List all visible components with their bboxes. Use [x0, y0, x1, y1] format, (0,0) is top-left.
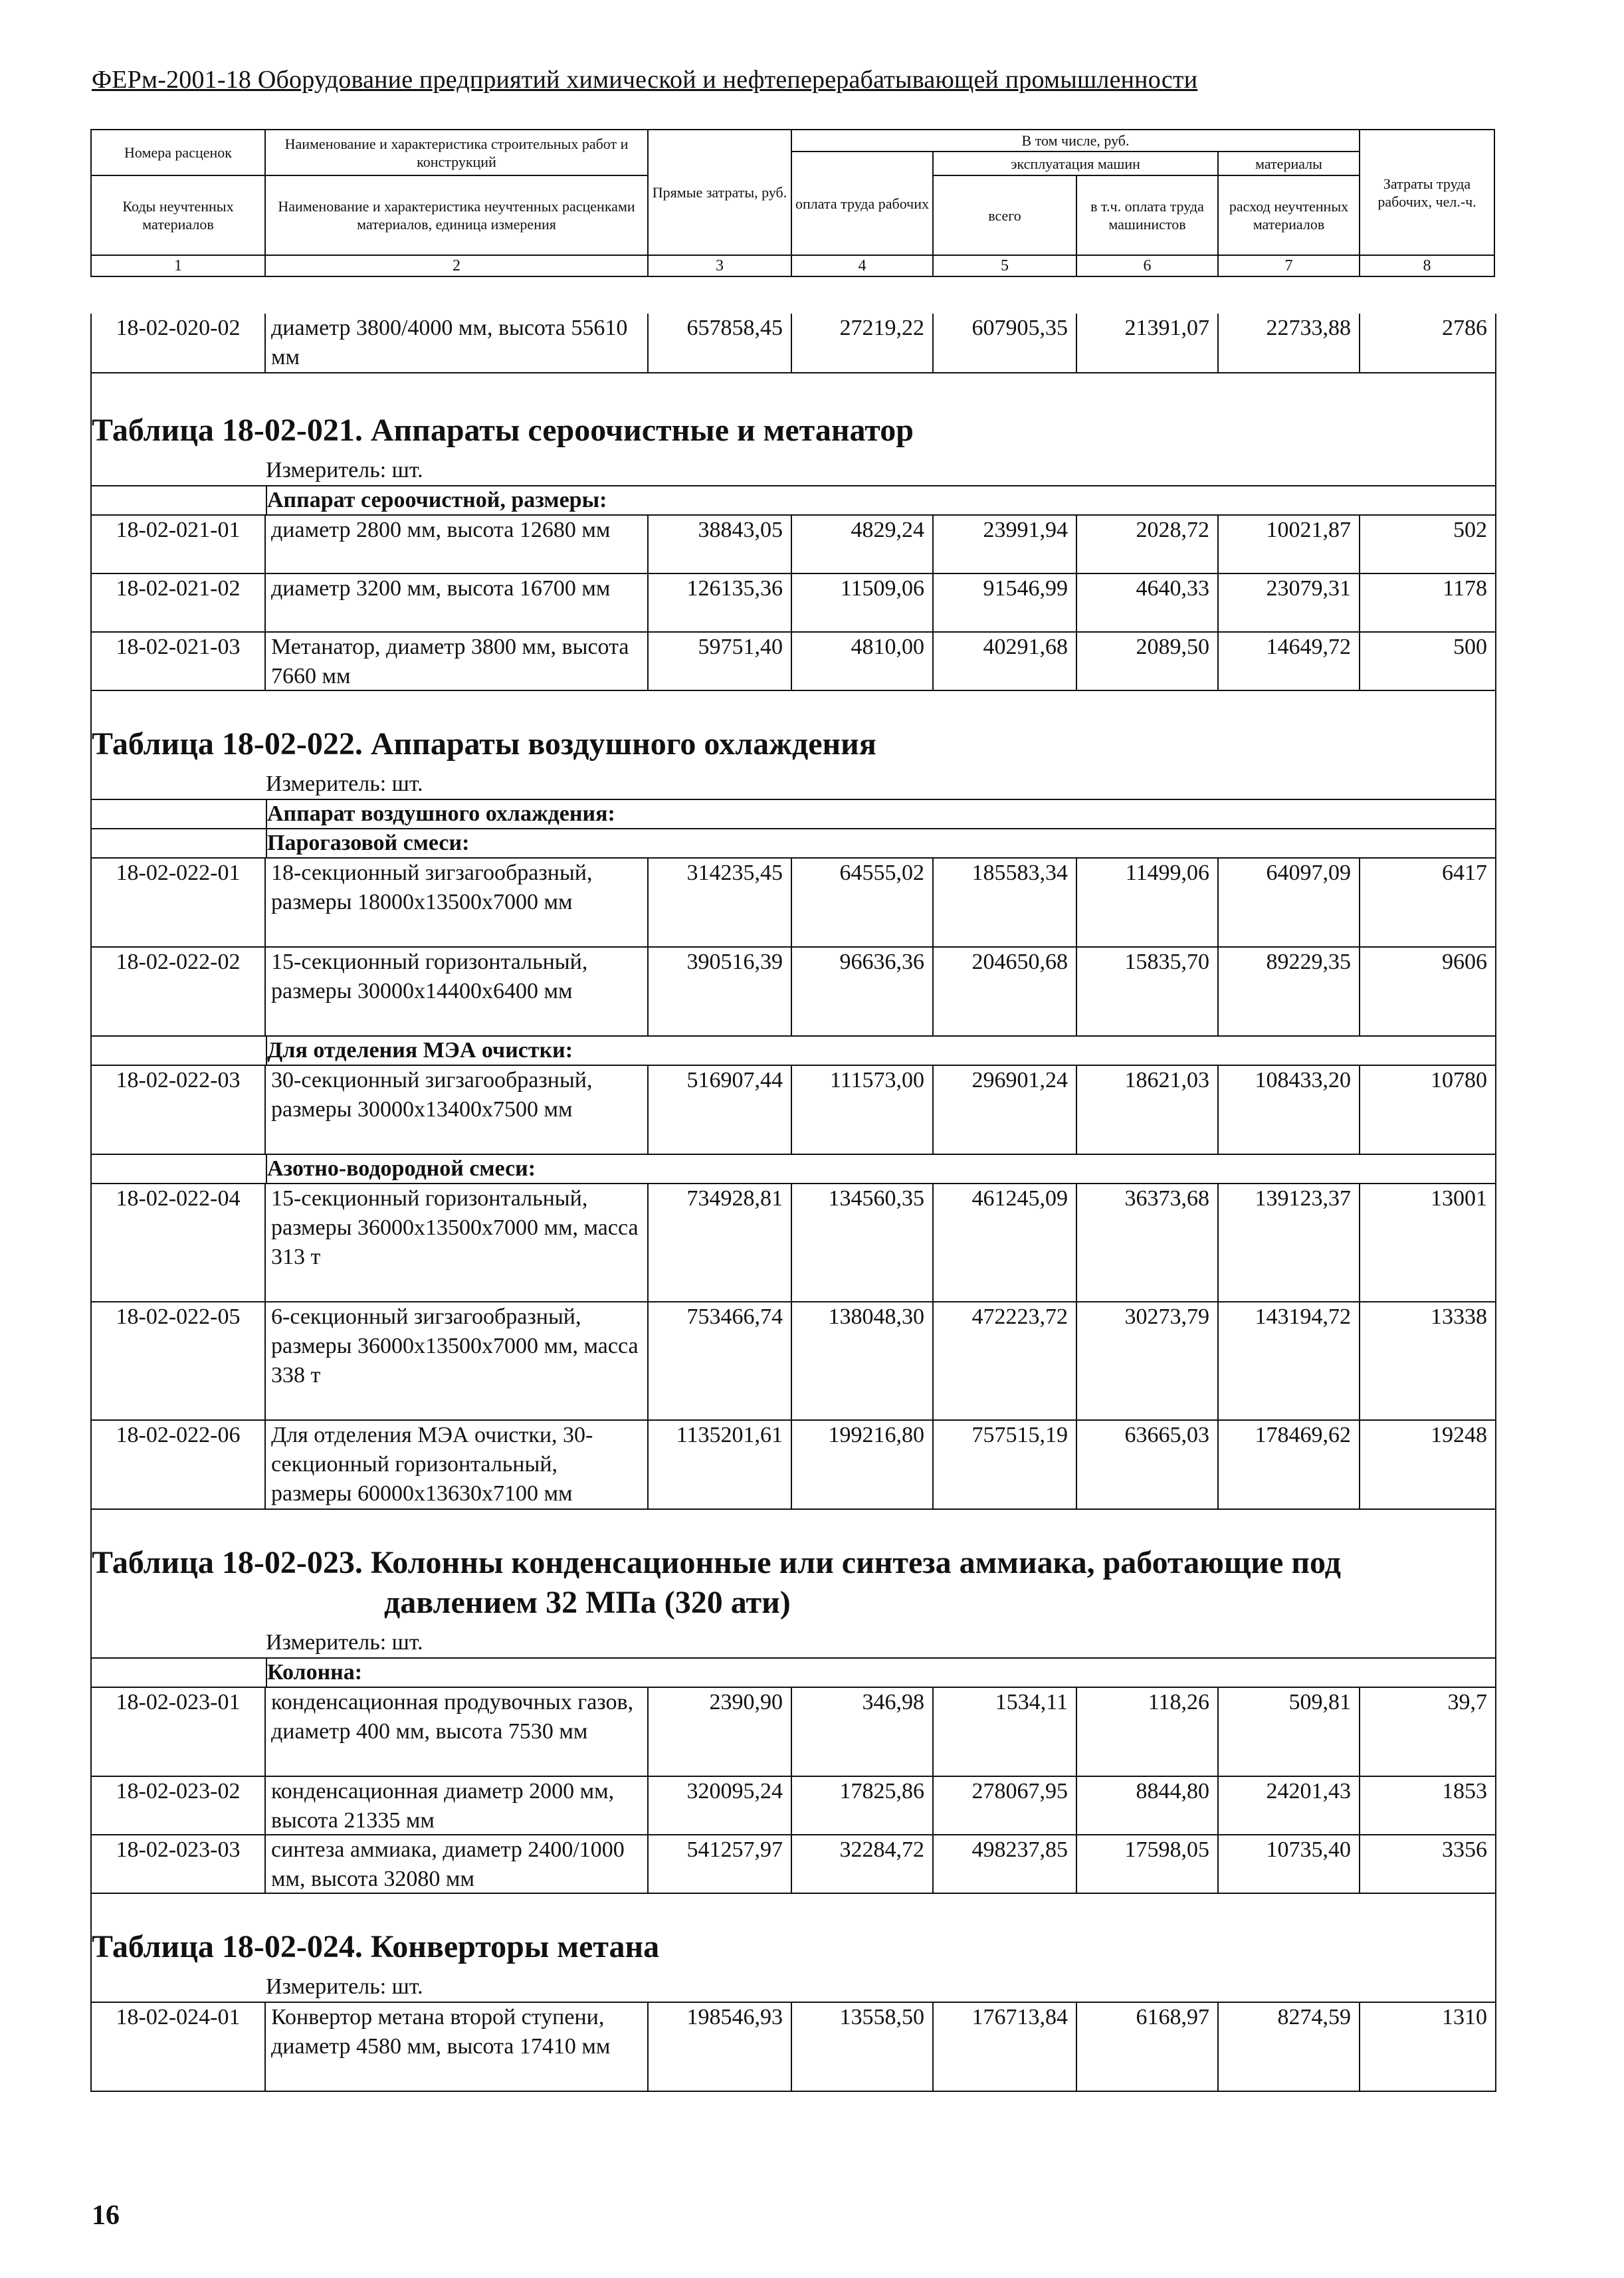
row-value: 21391,07	[1077, 314, 1219, 372]
row-code: 18-02-022-06	[92, 1421, 266, 1508]
row-value: 734928,81	[649, 1184, 792, 1301]
row-value: 11499,06	[1077, 859, 1219, 946]
row-value: 36373,68	[1077, 1184, 1219, 1301]
row-value: 296901,24	[934, 1066, 1077, 1154]
row-value: 3356	[1442, 1837, 1487, 1862]
row-code: 18-02-024-01	[92, 2003, 266, 2091]
row-code: 18-02-022-04	[92, 1184, 266, 1301]
table-row	[92, 1302, 1495, 1421]
col7-header: расход неучтенных материалов	[1218, 175, 1360, 255]
row-value: 19248	[1431, 1423, 1487, 1447]
row-value: 108433,20	[1219, 1066, 1360, 1154]
measure-label: Измеритель: шт.	[266, 772, 423, 796]
col3-header: Прямые затраты, руб.	[648, 130, 791, 255]
table-row	[92, 859, 1495, 948]
row-desc: синтеза аммиака, диаметр 2400/1000 мм, высота 32080 мм	[266, 1835, 649, 1894]
row-value: 10780	[1431, 1068, 1487, 1092]
col-number: 4	[791, 255, 933, 276]
col2-header-a: Наименование и характеристика строительных работ и конструкций	[265, 130, 648, 175]
row-value: 278067,95	[934, 1777, 1077, 1835]
row-code: 18-02-023-01	[92, 1688, 266, 1776]
row-value: 4640,33	[1077, 574, 1219, 631]
subgroup-label: Аппарат воздушного охлаждения:	[266, 800, 1495, 828]
subgroup-row	[92, 1659, 1495, 1688]
col5-header: всего	[933, 175, 1076, 255]
row-value: 472223,72	[934, 1302, 1077, 1419]
col-number: 5	[933, 255, 1076, 276]
row-value: 64097,09	[1219, 859, 1360, 946]
spacer	[92, 691, 1495, 724]
row-value: 10021,87	[1219, 516, 1360, 573]
subgroup-label: Азотно-водородной смеси:	[266, 1155, 1495, 1183]
row-value: 23079,31	[1219, 574, 1360, 631]
row-code: 18-02-022-02	[92, 948, 266, 1035]
row-value: 2089,50	[1077, 633, 1219, 691]
page-number: 16	[92, 2200, 120, 2231]
row-value: 32284,72	[792, 1835, 934, 1894]
row-value: 13001	[1431, 1186, 1487, 1211]
row-value: 64555,02	[792, 859, 934, 946]
row-desc: Метанатор, диаметр 3800 мм, высота 7660 мм	[266, 633, 649, 691]
price-table-body	[90, 314, 1496, 2092]
subgroup-row	[92, 829, 1495, 859]
row-desc: конденсационная диаметр 2000 мм, высота 21335 мм	[266, 1777, 649, 1835]
row-value: 498237,85	[934, 1835, 1077, 1894]
row-value: 204650,68	[934, 948, 1077, 1035]
row-value: 541257,97	[649, 1835, 792, 1894]
row-value: 111573,00	[792, 1066, 934, 1154]
measure-label: Измеритель: шт.	[266, 1974, 423, 1999]
row-value: 15835,70	[1077, 948, 1219, 1035]
row-value: 4829,24	[792, 516, 934, 573]
table-title	[92, 1543, 1495, 1623]
subgroup-row	[92, 800, 1495, 829]
row-code: 18-02-023-02	[92, 1777, 266, 1835]
row-value: 13558,50	[792, 2003, 934, 2091]
subgroup-row	[92, 486, 1495, 516]
spacer	[92, 373, 1495, 411]
col-number: 7	[1218, 255, 1360, 276]
row-desc: 6-секционный зигзагообразный, размеры 36000х13500х7000 мм, масса 338 т	[266, 1302, 649, 1419]
table-row	[92, 948, 1495, 1037]
row-desc: 15-секционный горизонтальный, размеры 36000х13500х7000 мм, масса 313 т	[266, 1184, 649, 1301]
row-value: 91546,99	[934, 574, 1077, 631]
row-value: 320095,24	[649, 1777, 792, 1835]
row-value: 17825,86	[792, 1777, 934, 1835]
subgroup-row	[92, 1155, 1495, 1184]
row-value: 39,7	[1447, 1690, 1487, 1714]
row-value: 27219,22	[792, 314, 934, 372]
row-value: 18621,03	[1077, 1066, 1219, 1154]
row-value: 9606	[1442, 950, 1487, 974]
col6-header: в т.ч. оплата труда машинистов	[1076, 175, 1218, 255]
row-value: 96636,36	[792, 948, 934, 1035]
row-desc: диаметр 3200 мм, высота 16700 мм	[266, 574, 649, 631]
table-row	[92, 516, 1495, 574]
row-value: 139123,37	[1219, 1184, 1360, 1301]
table-row	[92, 1421, 1495, 1510]
table-title: Таблица 18-02-022. Аппараты воздушного охлаждения	[92, 726, 876, 762]
col4-header: оплата труда рабочих	[791, 152, 933, 255]
row-value: 10735,40	[1219, 1835, 1360, 1894]
row-value: 1534,11	[934, 1688, 1077, 1776]
row-value: 89229,35	[1219, 948, 1360, 1035]
subgroup-label: Для отделения МЭА очистки:	[266, 1037, 1495, 1065]
table-title: Таблица 18-02-021. Аппараты сероочистные и метанатор	[92, 413, 914, 448]
row-desc: диаметр 2800 мм, высота 12680 мм	[266, 516, 649, 573]
row-value: 24201,43	[1219, 1777, 1360, 1835]
row-value: 8844,80	[1077, 1777, 1219, 1835]
row-value: 390516,39	[649, 948, 792, 1035]
col1-header-a: Номера расценок	[91, 130, 265, 175]
row-code: 18-02-022-03	[92, 1066, 266, 1154]
row-value: 40291,68	[934, 633, 1077, 691]
table-title-line2: давлением 32 МПа (320 ати)	[384, 1585, 791, 1620]
row-desc: 18-секционный зигзагообразный, размеры 18000х13500х7000 мм	[266, 859, 649, 946]
row-value: 314235,45	[649, 859, 792, 946]
table-row	[92, 574, 1495, 633]
row-code: 18-02-022-05	[92, 1302, 266, 1419]
row-value: 1853	[1442, 1779, 1487, 1804]
materials-header: материалы	[1218, 152, 1360, 175]
row-value: 198546,93	[649, 2003, 792, 2091]
measure-label: Измеритель: шт.	[266, 1630, 423, 1655]
row-value: 11509,06	[792, 574, 934, 631]
col-number: 6	[1076, 255, 1218, 276]
row-value: 8274,59	[1219, 2003, 1360, 2091]
row-code: 18-02-021-01	[92, 516, 266, 573]
row-value: 176713,84	[934, 2003, 1077, 2091]
row-value: 2390,90	[649, 1688, 792, 1776]
row-value: 38843,05	[649, 516, 792, 573]
spacer	[92, 1510, 1495, 1543]
row-code: 18-02-022-01	[92, 859, 266, 946]
row-value: 346,98	[792, 1688, 934, 1776]
row-value: 134560,35	[792, 1184, 934, 1301]
col-number: 2	[265, 255, 648, 276]
row-value: 4810,00	[792, 633, 934, 691]
measure-row	[92, 1628, 1495, 1659]
row-value: 502	[1453, 518, 1487, 542]
row-value: 2786	[1442, 316, 1487, 340]
row-value: 14649,72	[1219, 633, 1360, 691]
row-value: 59751,40	[649, 633, 792, 691]
row-value: 199216,80	[792, 1421, 934, 1508]
row-value: 13338	[1431, 1304, 1487, 1329]
row-value: 63665,03	[1077, 1421, 1219, 1508]
measure-row	[92, 770, 1495, 800]
row-desc: диаметр 3800/4000 мм, высота 55610 мм	[266, 314, 649, 372]
row-code: 18-02-023-03	[92, 1835, 266, 1894]
table-row	[92, 1777, 1495, 1835]
measure-label: Измеритель: шт.	[266, 458, 423, 482]
table-row	[92, 1184, 1495, 1302]
row-value: 509,81	[1219, 1688, 1360, 1776]
subgroup-label: Аппарат сероочистной, размеры:	[266, 486, 1495, 514]
row-value: 500	[1453, 635, 1487, 659]
row-value: 6417	[1442, 861, 1487, 885]
table-row	[92, 633, 1495, 691]
col-number: 8	[1360, 255, 1494, 276]
row-value: 1310	[1442, 2005, 1487, 2029]
col-number: 3	[648, 255, 791, 276]
row-value: 23991,94	[934, 516, 1077, 573]
table-row	[92, 314, 1495, 373]
col2-header-b: Наименование и характеристика неучтенных расценками материалов, единица измерения	[265, 175, 648, 255]
row-code: 18-02-020-02	[92, 314, 266, 372]
row-value: 1135201,61	[649, 1421, 792, 1508]
subgroup-label: Парогазовой смеси:	[266, 829, 1495, 857]
row-value: 753466,74	[649, 1302, 792, 1419]
machines-header: эксплуатация машин	[933, 152, 1218, 175]
row-desc: конденсационная продувочных газов, диаметр 400 мм, высота 7530 мм	[266, 1688, 649, 1776]
column-header-table	[90, 129, 1495, 277]
table-row	[92, 1688, 1495, 1777]
row-desc: 15-секционный горизонтальный, размеры 30000х14400х6400 мм	[266, 948, 649, 1035]
row-value: 143194,72	[1219, 1302, 1360, 1419]
incl-header: В том числе, руб.	[791, 130, 1360, 152]
subgroup-label: Колонна:	[266, 1659, 1495, 1687]
table-row	[92, 1066, 1495, 1155]
table-title: Таблица 18-02-024. Конверторы метана	[92, 1929, 660, 1964]
measure-row	[92, 1972, 1495, 2003]
table-title-line1: Таблица 18-02-023. Колонны конденсационные или синтеза аммиака, работающие под	[92, 1545, 1341, 1580]
subgroup-row	[92, 1037, 1495, 1066]
row-desc: Для отделения МЭА очистки, 30-секционный горизонтальный, размеры 60000х13630х7100 мм	[266, 1421, 649, 1508]
row-value: 185583,34	[934, 859, 1077, 946]
row-value: 607905,35	[934, 314, 1077, 372]
row-desc: Конвертор метана второй ступени, диаметр 4580 мм, высота 17410 мм	[266, 2003, 649, 2091]
row-value: 657858,45	[649, 314, 792, 372]
row-value: 757515,19	[934, 1421, 1077, 1508]
col-number: 1	[91, 255, 265, 276]
measure-row	[92, 456, 1495, 486]
spacer	[92, 1894, 1495, 1927]
row-value: 126135,36	[649, 574, 792, 631]
table-row	[92, 1835, 1495, 1894]
row-code: 18-02-021-03	[92, 633, 266, 691]
col1-header-b: Коды неучтенных материалов	[91, 175, 265, 255]
col8-header: Затраты труда рабочих, чел.-ч.	[1360, 130, 1494, 255]
table-row	[92, 2003, 1495, 2091]
row-value: 516907,44	[649, 1066, 792, 1154]
row-value: 178469,62	[1219, 1421, 1360, 1508]
row-value: 461245,09	[934, 1184, 1077, 1301]
row-value: 138048,30	[792, 1302, 934, 1419]
row-desc: 30-секционный зигзагообразный, размеры 30000х13400х7500 мм	[266, 1066, 649, 1154]
row-value: 17598,05	[1077, 1835, 1219, 1894]
row-value: 1178	[1443, 576, 1487, 601]
page-header: ФЕРм-2001-18 Оборудование предприятий химической и нефтеперерабатывающей промышленности	[92, 66, 1198, 94]
row-value: 118,26	[1077, 1688, 1219, 1776]
row-value: 30273,79	[1077, 1302, 1219, 1419]
row-code: 18-02-021-02	[92, 574, 266, 631]
row-value: 6168,97	[1077, 2003, 1219, 2091]
row-value: 2028,72	[1077, 516, 1219, 573]
row-value: 22733,88	[1219, 314, 1360, 372]
